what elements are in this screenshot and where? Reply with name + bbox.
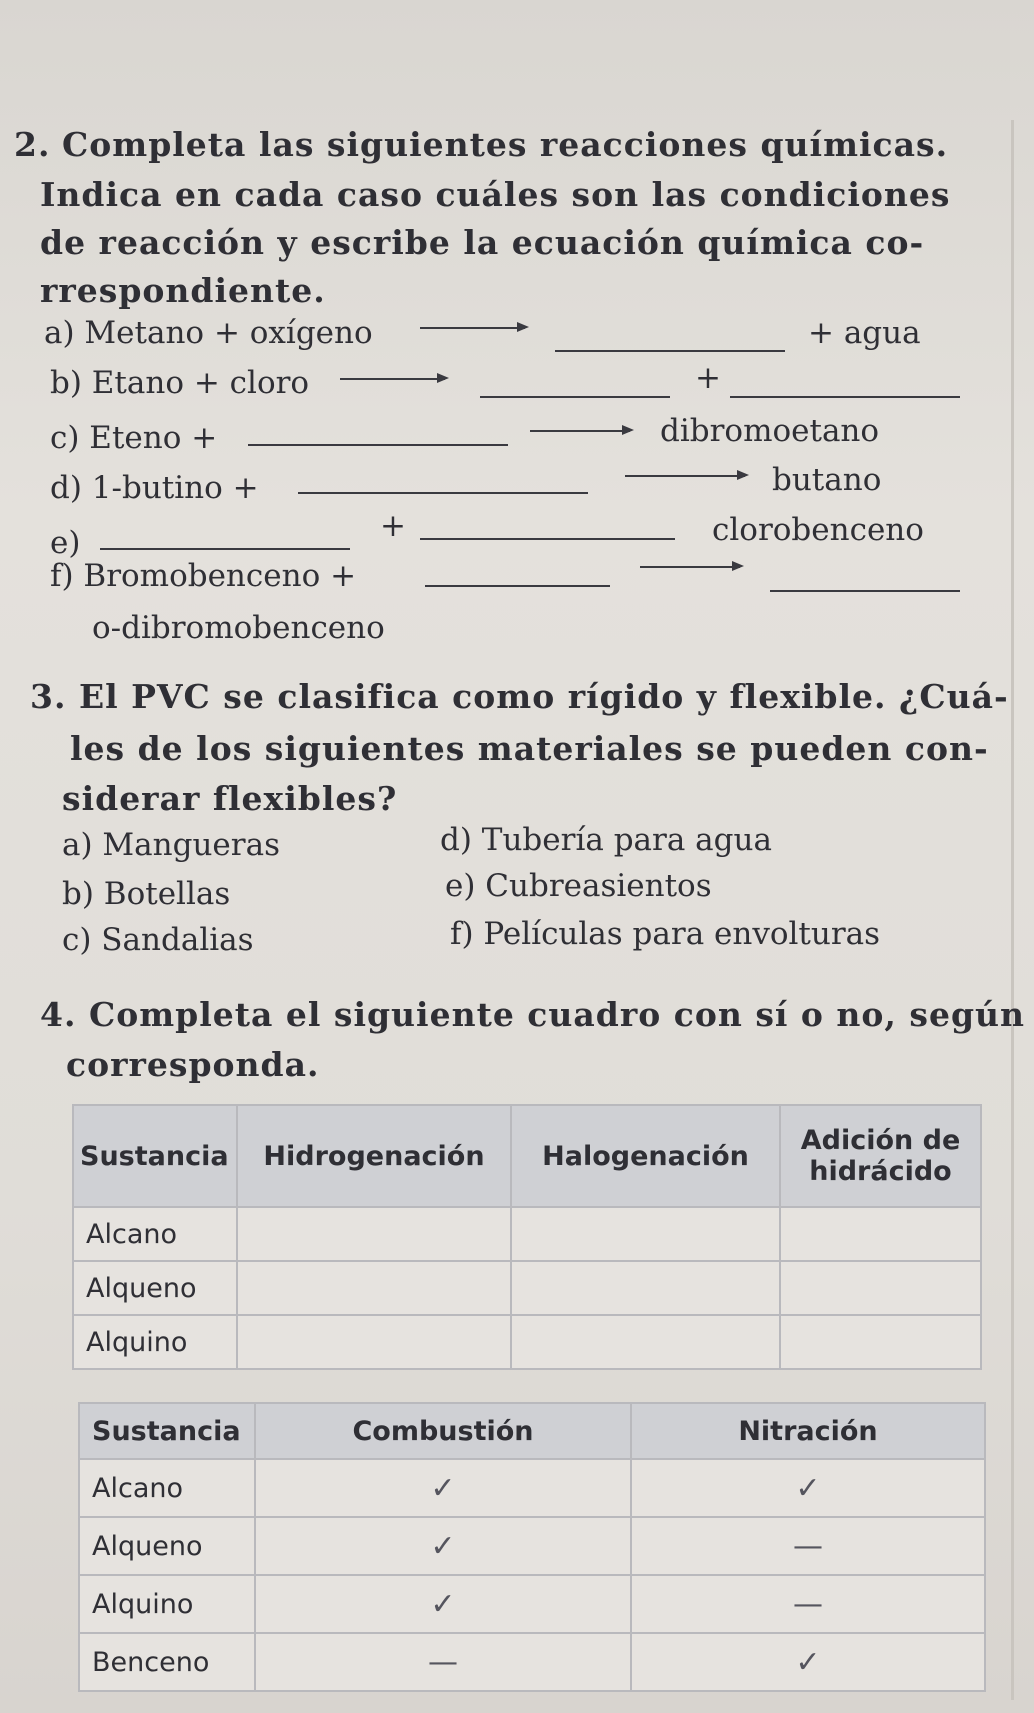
q3-option-e: e) Cubreasientos (445, 868, 712, 904)
table1-header-sustancia: Sustancia (73, 1105, 237, 1207)
table2-row-label: Benceno (79, 1633, 255, 1691)
table-row (79, 1633, 985, 1691)
q2b-arrow (340, 378, 445, 380)
q3-option-d: d) Tubería para agua (440, 822, 772, 858)
table-cell[interactable] (255, 1517, 631, 1575)
table-row (73, 1261, 981, 1315)
q2f-continuation: o-dibromobenceno (92, 610, 385, 646)
q2-line1: Completa las siguientes reacciones químicas. (62, 125, 949, 164)
q3-option-b: b) Botellas (62, 876, 231, 912)
q2f-arrow (640, 566, 740, 568)
q4-line2: corresponda. (66, 1045, 320, 1084)
q2a-arrow (420, 327, 525, 329)
dash-mark-icon: — (793, 1528, 823, 1564)
dash-mark-icon: — (793, 1586, 823, 1622)
table-cell[interactable] (631, 1517, 985, 1575)
dash-mark-icon: — (428, 1644, 458, 1680)
q2c-blank[interactable] (248, 444, 508, 446)
q3-line1: 3. El PVC se clasifica como rígido y flexible. ¿Cuá- (30, 677, 1009, 716)
table1-row-label: Alqueno (73, 1261, 237, 1315)
q3-line3: siderar flexibles? (62, 779, 398, 818)
table-cell[interactable] (511, 1261, 780, 1315)
table-row (79, 1459, 985, 1517)
q2b-blank1[interactable] (480, 396, 670, 398)
q2d-right: butano (772, 462, 882, 498)
table-cell[interactable] (631, 1575, 985, 1633)
check-mark-icon: ✓ (795, 1644, 821, 1680)
q2-line4: rrespondiente. (40, 271, 326, 310)
table1-header-row (73, 1105, 981, 1207)
table1-header-hidrogenacion: Hidrogenación (237, 1105, 511, 1207)
check-mark-icon: ✓ (430, 1528, 456, 1564)
q3-option-a: a) Mangueras (62, 827, 280, 863)
q4-line1: 4. Completa el siguiente cuadro con sí o no, según (40, 995, 1026, 1034)
q2a-right: + agua (808, 315, 921, 351)
q2e-left: e) (50, 525, 81, 561)
q2e-blank2[interactable] (420, 538, 675, 540)
table2-row-label: Alqueno (79, 1517, 255, 1575)
table-cell[interactable] (631, 1459, 985, 1517)
table1-header-halogenacion: Halogenación (511, 1105, 780, 1207)
table-cell[interactable] (255, 1575, 631, 1633)
table-row (79, 1517, 985, 1575)
q2c-right: dibromoetano (660, 413, 880, 449)
q2a-left: a) Metano + oxígeno (44, 315, 373, 351)
table2-header-combustion: Combustión (255, 1403, 631, 1459)
table2-header-nitracion: Nitración (631, 1403, 985, 1459)
check-mark-icon: ✓ (795, 1470, 821, 1506)
q2e-plus: + (380, 508, 406, 544)
q2f-left: f) Bromobenceno + (50, 558, 357, 594)
table2-header-sustancia: Sustancia (79, 1403, 255, 1459)
table2-row-label: Alquino (79, 1575, 255, 1633)
q2a-blank[interactable] (555, 350, 785, 352)
q2c-left: c) Eteno + (50, 420, 218, 456)
table-row (73, 1315, 981, 1369)
table-cell[interactable] (780, 1261, 981, 1315)
table-row (79, 1575, 985, 1633)
q2f-blank2[interactable] (770, 590, 960, 592)
q2d-blank[interactable] (298, 492, 588, 494)
table-cell[interactable] (237, 1261, 511, 1315)
q2-number: 2. (14, 125, 51, 164)
table1-row-label: Alquino (73, 1315, 237, 1369)
table-cell[interactable] (511, 1207, 780, 1261)
q2e-blank1[interactable] (100, 548, 350, 550)
table-cell[interactable] (237, 1315, 511, 1369)
q2-line2: Indica en cada caso cuáles son las condiciones (40, 175, 951, 214)
table-row (73, 1207, 981, 1261)
table2-row-label: Alcano (79, 1459, 255, 1517)
q2c-arrow (530, 430, 630, 432)
q3-option-f: f) Películas para envolturas (450, 916, 881, 952)
table-cell[interactable] (631, 1633, 985, 1691)
check-mark-icon: ✓ (430, 1470, 456, 1506)
q2-line3: de reacción y escribe la ecuación química co- (40, 223, 925, 262)
table-cell[interactable] (237, 1207, 511, 1261)
q2b-left: b) Etano + cloro (50, 365, 310, 401)
q2b-blank2[interactable] (730, 396, 960, 398)
table-cell[interactable] (255, 1459, 631, 1517)
q2d-arrow (625, 475, 745, 477)
q2d-left: d) 1-butino + (50, 470, 259, 506)
table-cell[interactable] (780, 1207, 981, 1261)
q2e-right: clorobenceno (712, 512, 924, 548)
table-cell[interactable] (255, 1633, 631, 1691)
page-edge (1011, 120, 1014, 1700)
table1-row-label: Alcano (73, 1207, 237, 1261)
table2-header-row (79, 1403, 985, 1459)
reactions-table-1 (72, 1104, 982, 1370)
q2b-plus: + (695, 360, 721, 396)
q3-option-c: c) Sandalias (62, 922, 254, 958)
table1-header-adicion-hidracido: Adición de hidrácido (780, 1105, 981, 1207)
q2f-blank1[interactable] (425, 585, 610, 587)
check-mark-icon: ✓ (430, 1586, 456, 1622)
q3-line2: les de los siguientes materiales se pueden con- (70, 729, 989, 768)
reactions-table-2 (78, 1402, 986, 1692)
table-cell[interactable] (511, 1315, 780, 1369)
table-cell[interactable] (780, 1315, 981, 1369)
